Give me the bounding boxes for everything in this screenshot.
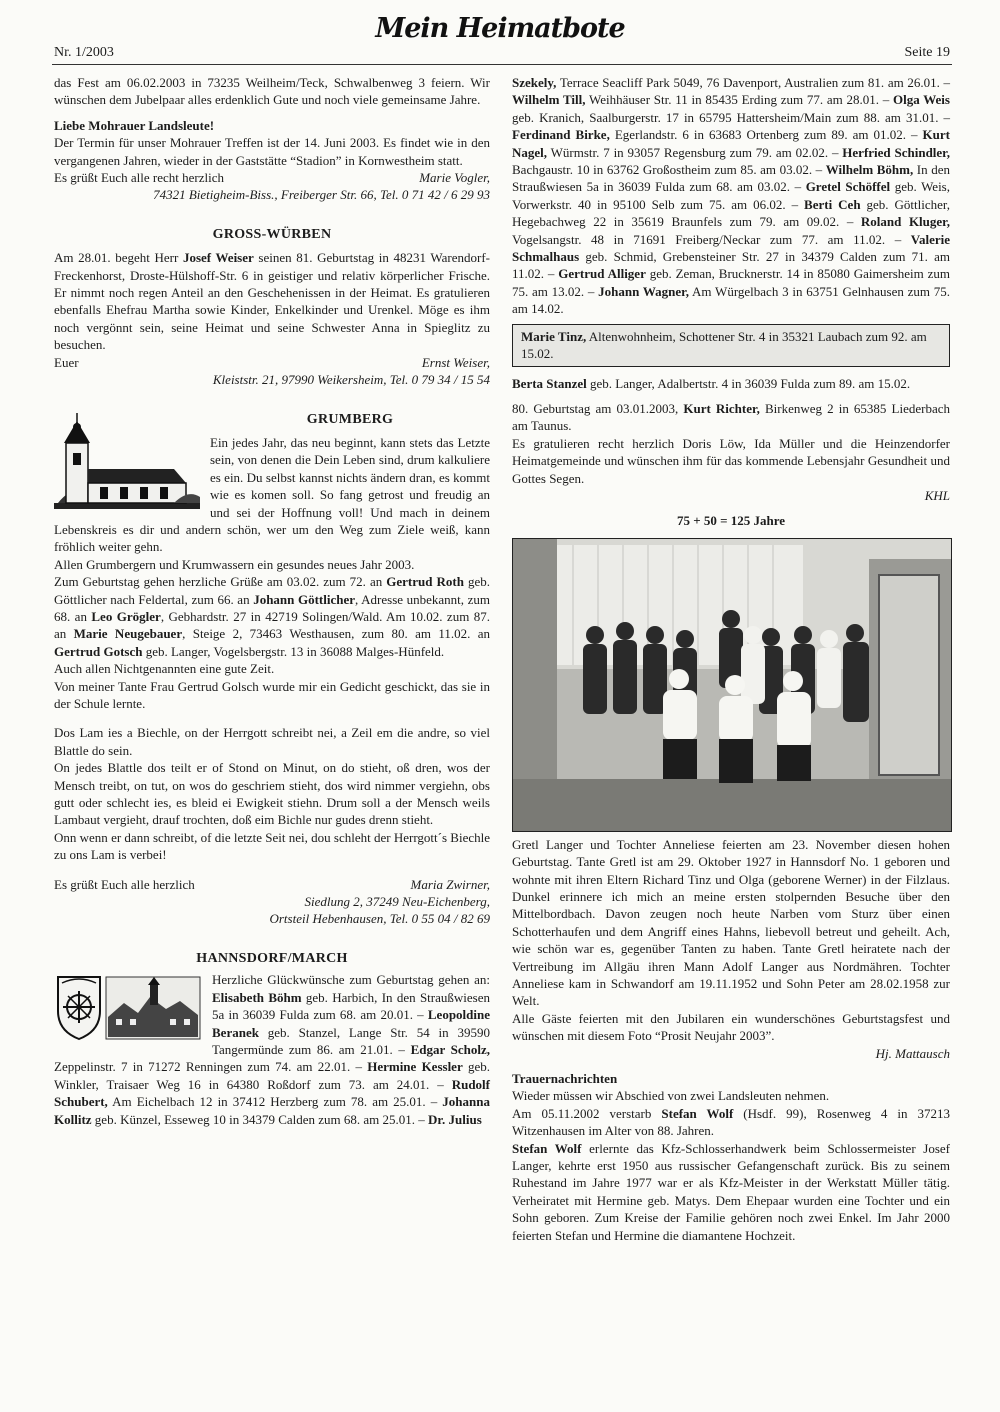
masthead-logo: Mein Heimatbote (375, 13, 625, 44)
person-name: Leopoldine Beranek (212, 1007, 490, 1040)
text-fragment: , Gebhardstr. 27 in 42719 Solingen/Wald. Am 10.02. zum 87. an (54, 608, 490, 642)
text-fragment: Bachgaustr. 10 in 63762 Großostheim zum 85. am 03.02. – (512, 162, 826, 178)
gross-signer: Ernst Weiser, (421, 354, 490, 370)
text-fragment: geb. Langer, Vogelsbergstr. 13 in 36088 Malges-Hünfeld. (142, 643, 445, 659)
person-name: Gretel Schöffel (805, 179, 891, 195)
text-fragment: Terrace Seacliff Park 5049, 76 Davenport, Australien zum 81. am 26.01. – (556, 75, 950, 90)
text-fragment: , Adresse unbekannt, zum 68. an (54, 591, 490, 624)
right-column (512, 74, 950, 1244)
text-fragment: Würmstr. 7 in 93057 Regensburg zum 79. am 02.02. – (547, 144, 843, 160)
text-fragment: In den Straußwiesen 5a in 36039 Fulda zum 68. am 03.02. – (512, 162, 950, 195)
person-name: Wilhelm Böhm, (825, 162, 914, 178)
text-fragment: geb. Stanzel, Lange Str. 54 in 39590 Tangermünde zum 86. am 21.01. – (212, 1024, 490, 1057)
person-name: Roland Kluger, (860, 214, 950, 230)
person-name: Berti Ceh (804, 196, 861, 212)
grumberg-poem: Ein jedes Jahr, das neu beginnt, kann stets das Letzte sein, von denen die Dein Leben sind, drum kalkuliere es ein. Du selbst kannst nichts ändern dran, es kommt wie es komen soll. So fang getrost und freudig an und sei der Hoffnung voll! Und mach in deinem Lebenskreis es dir und andern schön, wer um den Weg zum Ziele weiß, kann fröhlich weiter gehn. (54, 434, 490, 555)
dialect-poem-2: On jedes Blattle dos teilt er of Stond on Minut, on do stieht, oß dren, wos der Mensch treibt, on tut, on wos do geschriem stieht, dos wird nimmer vergiehn, obs gutt oder schlecht ies, es bleid ei Ewigkeit stiehn. Drum soll a der Mensch weils Lambaut vergieht, drauf trochten, doß eim Bichle nur gudes drenn stieht. (54, 760, 490, 828)
text-fragment: Zeppelinstr. 7 in 71272 Renningen zum 74. am 22.01. – (54, 1059, 368, 1075)
text-fragment: geb. Kranich, Saalburgerstr. 17 in 65795 Hattersheim/Main zum 88. am 31.01. – (512, 109, 950, 125)
header-rule (52, 64, 952, 65)
text-fragment: geb. Winkler, Traisaer Weg 16 in 64380 Roßdorf zum 73. am 24.01. – (54, 1059, 490, 1092)
text-fragment: Am 05.11.2002 verstarb (512, 1105, 662, 1121)
text-fragment: geb. Zeman, Brucknerstr. 14 in 85080 Gaimersheim zum 75. am 13.02. – (512, 266, 950, 299)
person-name: Josef Weiser (182, 250, 254, 266)
text-fragment: geb. Göttlicher, Hegebachweg 22 in 35619 Braunfels zum 79. am 09.02. – (512, 196, 950, 230)
gross-wuerben-text (54, 249, 490, 353)
text-fragment: geb. Langer, Adalbertstr. 4 in 36039 Fulda zum 89. am 15.02. (586, 375, 911, 391)
person-name: Johanna Kollitz (54, 1094, 490, 1127)
highlight-box-marie-tinz (512, 324, 950, 367)
text-fragment: Am Würgelbach 3 in 63751 Gelnhausen zum 75. am 14.02. (512, 283, 950, 317)
person-name: Edgar Scholz, (410, 1041, 490, 1057)
text-fragment: Altenwohnheim, Schottener Str. 4 in 35321 Laubach zum 92. am 15.02. (521, 328, 927, 362)
coat-of-arms-and-town-drawing (54, 973, 202, 1043)
church-drawing (54, 413, 200, 513)
person-name: Marie Tinz, (521, 328, 587, 344)
text-fragment: Am 28.01. begeht Herr (54, 250, 183, 266)
caption-signature: Hj. Mattausch (875, 1045, 950, 1061)
page-number: Seite 19 (904, 45, 950, 60)
person-name: Wilhelm Till, (512, 92, 586, 108)
person-name: Marie Neugebauer (73, 626, 183, 642)
grumberg-others: Auch allen Nichtgenannten eine gute Zeit. (54, 661, 275, 677)
gross-signature-row (54, 354, 490, 371)
mohrau-heading: Liebe Mohrauer Landsleute! (54, 117, 215, 133)
section-title-gross-wuerben: GROSS-WÜRBEN (212, 226, 332, 242)
person-name: Gertrud Alliger (558, 266, 646, 282)
person-name: Johann Wagner, (598, 283, 689, 299)
text-fragment: Zum Geburtstag gehen herzliche Grüße am 03.02. zum 72. an (54, 574, 387, 590)
text-fragment: Vogelsangstr. 48 in 71691 Freiberg/Neckar zum 77. am 11.02. – (512, 231, 911, 247)
person-name: Gertrud Roth (386, 574, 464, 590)
text-fragment: seinen 81. Geburtstag in 48231 Warendorf-Freckenhorst, Droste-Hülshoff-Str. 6 in geistiger und relativ körperlicher Frische. Er nimmt noch regen Anteil an den Geschehenissen in der Heimat. Es gratulieren ebenfalls Ehefrau Martha sowie Kinder, Enkelkinder und Urenkel. Möge es ihm noch vergönnt sein, seine Heimat und seine Schwester Anna in Spieglitz zu besuchen. (54, 250, 490, 353)
grumberg-new-year: Allen Grumbergern und Krumwassern ein gesundes neues Jahr 2003. (54, 556, 415, 572)
gross-address: Kleiststr. 21, 97990 Weikersheim, Tel. 0 79 34 / 15 54 (212, 372, 490, 388)
issue-number: Nr. 1/2003 (54, 45, 114, 60)
grumberg-birthdays (54, 573, 490, 660)
text-fragment: geb. Künzel, Esseweg 10 in 34379 Calden zum 68. am 25.01. – (91, 1111, 429, 1127)
mohrau-text: Der Termin für unser Mohrauer Treffen ist der 14. Juni 2003. Es findet wie in den vergangenen Jahren, wieder in der Gaststätte “Stadion” in Kornwestheim statt. (54, 135, 490, 168)
person-name: Gertrud Gotsch (54, 643, 143, 659)
group-photo-drawing (513, 539, 951, 831)
mohrau-address: 74321 Bietigheim-Biss., Freiberger Str. 66, Tel. 0 71 42 / 6 29 93 (153, 187, 490, 203)
mohrau-signer: Marie Vogler, (419, 170, 490, 186)
person-name: Rudolf Schubert, (54, 1076, 490, 1110)
trauer-intro: Wieder müssen wir Abschied von zwei Landsleuten nehmen. (512, 1088, 830, 1104)
hannsdorf-section (54, 971, 490, 1128)
person-name: Johann Göttlicher (253, 591, 356, 607)
mohrau-greeting: Es grüßt Euch alle recht herzlich (54, 170, 225, 186)
photo-caption-2: Alle Gäste feierten mit den Jubilaren ein wunderschönes Geburtstagsfest und wünschen mit diesem Foto “Prosit Neujahr 2003”. (512, 1010, 950, 1044)
trauer-biography (512, 1140, 950, 1244)
text-fragment: geb. Göttlicher nach Feldertal, zum 66. an (54, 574, 490, 607)
intro-paragraph: das Fest am 06.02.2003 in 73235 Weilheim/Teck, Schwalbenweg 3 feiern. Wir wünschen dem Jubelpaar alles erdenklich Gute und noch viele gemeinsame Jahre. (54, 75, 490, 108)
wishes-signature: KHL (924, 487, 950, 503)
text-fragment: (Hsdf. 99), Rosenweg 4 in 37213 Witzenhausen im Alter von 88. Jahren. (512, 1105, 950, 1139)
person-name: Olga Weis (893, 92, 950, 108)
person-name: Berta Stanzel (512, 375, 587, 391)
dialect-poem-3: Onn wenn er dann schreibt, of die letzte Seit nei, dou schleht der Herrgott´s Biechle zu ons Lam is verbei! (54, 829, 490, 863)
grumberg-address-1: Siedlung 2, 37249 Neu-Eichenberg, (304, 894, 490, 910)
text-fragment: Egerlandstr. 6 in 63683 Ortenberg zum 89. am 01.02. – (609, 127, 923, 143)
kurt-richter-entry (512, 400, 950, 435)
text-fragment: 80. Geburtstag am 03.01.2003, (512, 400, 684, 416)
trauer-heading: Trauernachrichten (512, 1071, 618, 1087)
text-fragment: geb. Harbich, In den Straußwiesen 5a in 36039 Fulda zum 68. am 20.01. – (212, 989, 490, 1023)
person-name: Stefan Wolf (661, 1105, 734, 1121)
church-illustration (54, 413, 200, 517)
text-fragment: , Steige 2, 73463 Westhausen, zum 80. am 11.02. an (182, 626, 490, 642)
text-fragment: Am Eichelbach 12 in 37412 Herzberg zum 78. am 25.01. – (107, 1094, 443, 1110)
person-name: Valerie Schmalhaus (512, 231, 950, 265)
heinzendorf-wishes: Es gratulieren recht herzlich Doris Löw, Ida Müller und die Heinzendorfer Heimatgemeinde und wünschen ihm für das kommende Lebensjahr Gesundheit und Gottes Segen. (512, 435, 950, 486)
grumberg-poem-intro: Von meiner Tante Frau Gertrud Golsch wurde mir ein Gedicht geschickt, das sie in der Schule lernte. (54, 678, 490, 711)
grumberg-address-2: Ortsteil Hebenhausen, Tel. 0 55 04 / 82 69 (269, 911, 490, 927)
text-fragment: erlernte das Kfz-Schlosserhandwerk beim Schlossermeister Josef Langer, kehrte erst 1950 aus russischer Gefangenschaft zurück. Bis zu seinem Ruhestand im Jahre 1977 war er als Kfz-Meister in der Werkstatt Müller tätig. Verheiratet mit Hermine geb. Matys. Dem Ehepaar wurden eine Tochter und ein Sohn geboren. Zum Kreise der Familie gehören noch zwei Enkel. Im Jahr 2000 feierten Stefan und Hermine die diamantene Hochzeit. (512, 1140, 950, 1243)
grumberg-signer: Maria Zwirner, (410, 876, 490, 892)
text-fragment: geb. Schmid, Grebensteiner Str. 27 in 34379 Calden zum 71. am 11.02. – (512, 249, 950, 282)
trauer-death-notice (512, 1105, 950, 1140)
person-name: Kurt Richter, (683, 400, 760, 416)
mohrau-signature-row (54, 169, 490, 186)
person-name: Stefan Wolf (512, 1140, 582, 1156)
group-photo (512, 538, 952, 832)
person-name: Dr. Julius (428, 1111, 482, 1127)
berta-stanzel-entry (512, 375, 950, 392)
grumberg-section (54, 411, 490, 556)
gross-closing: Euer (54, 354, 79, 370)
text-fragment: Birkenweg 2 in 65385 Liederbach am Taunus. (512, 400, 950, 434)
left-column (54, 74, 490, 1128)
person-name: Leo Grögler (91, 608, 161, 624)
person-name: Szekely, (512, 75, 557, 90)
person-name: Herfried Schindler, (842, 144, 951, 160)
dialect-poem-1: Dos Lam ies a Biechle, on der Herrgott schreibt nei, a Zeil em die andre, so viel Blattle do sein. (54, 725, 490, 758)
person-name: Ferdinand Birke, (512, 127, 610, 143)
section-title-grumberg: GRUMBERG (306, 411, 394, 427)
text-fragment: geb. Weis, Vorwerkstr. 40 in 95100 Selb zum 75. am 06.02. – (512, 179, 950, 212)
grumberg-greeting: Es grüßt Euch alle herzlich (54, 876, 195, 892)
text-fragment: Weihhäuser Str. 11 in 85435 Erding zum 77. am 28.01. – (585, 92, 894, 108)
section-title-hannsdorf: HANNSDORF/MARCH (196, 950, 348, 966)
grumberg-signature-row (54, 876, 490, 893)
hannsdorf-illustration (54, 973, 202, 1047)
person-name: Hermine Kessler (367, 1059, 463, 1075)
person-name: Kurt Nagel, (512, 127, 950, 160)
person-name: Elisabeth Böhm (212, 989, 302, 1005)
text-fragment: Herzliche Glückwünsche zum Geburtstag gehen an: (212, 972, 490, 988)
photo-title: 75 + 50 = 125 Jahre (676, 513, 786, 529)
photo-caption: Gretl Langer und Tochter Anneliese feierten am 23. November diesen hohen Geburtstag. Tante Gretl ist am 29. Oktober 1927 in Hannsdorf No. 1 geboren und wohnte mit ihren Eltern Richard Tinz und Olga (geborene Werner) in der Filzlaus. Dunkel erinnere ich mich an meine ersten stolpernden Besuche über den Mittelbordbach. Davon zeugen noch heute Narben vom Sturz über einen Schotterhaufen und dem Angriff eines Hahns, liebevoll betreut und geheilt. Ach, wie schön war es, gegenüber Tanten zu haben. Tante Gretl heiratete nach der Vertreibung im Allgäu ihren Mann Adolf Langer aus Nordmähren. Tochter Anneliese kam in Schwandorf am 19.11.1952 und Sohn Peter am 28.02.1958 zur Welt. (512, 836, 950, 1009)
hannsdorf-birthdays-continued (512, 74, 950, 318)
